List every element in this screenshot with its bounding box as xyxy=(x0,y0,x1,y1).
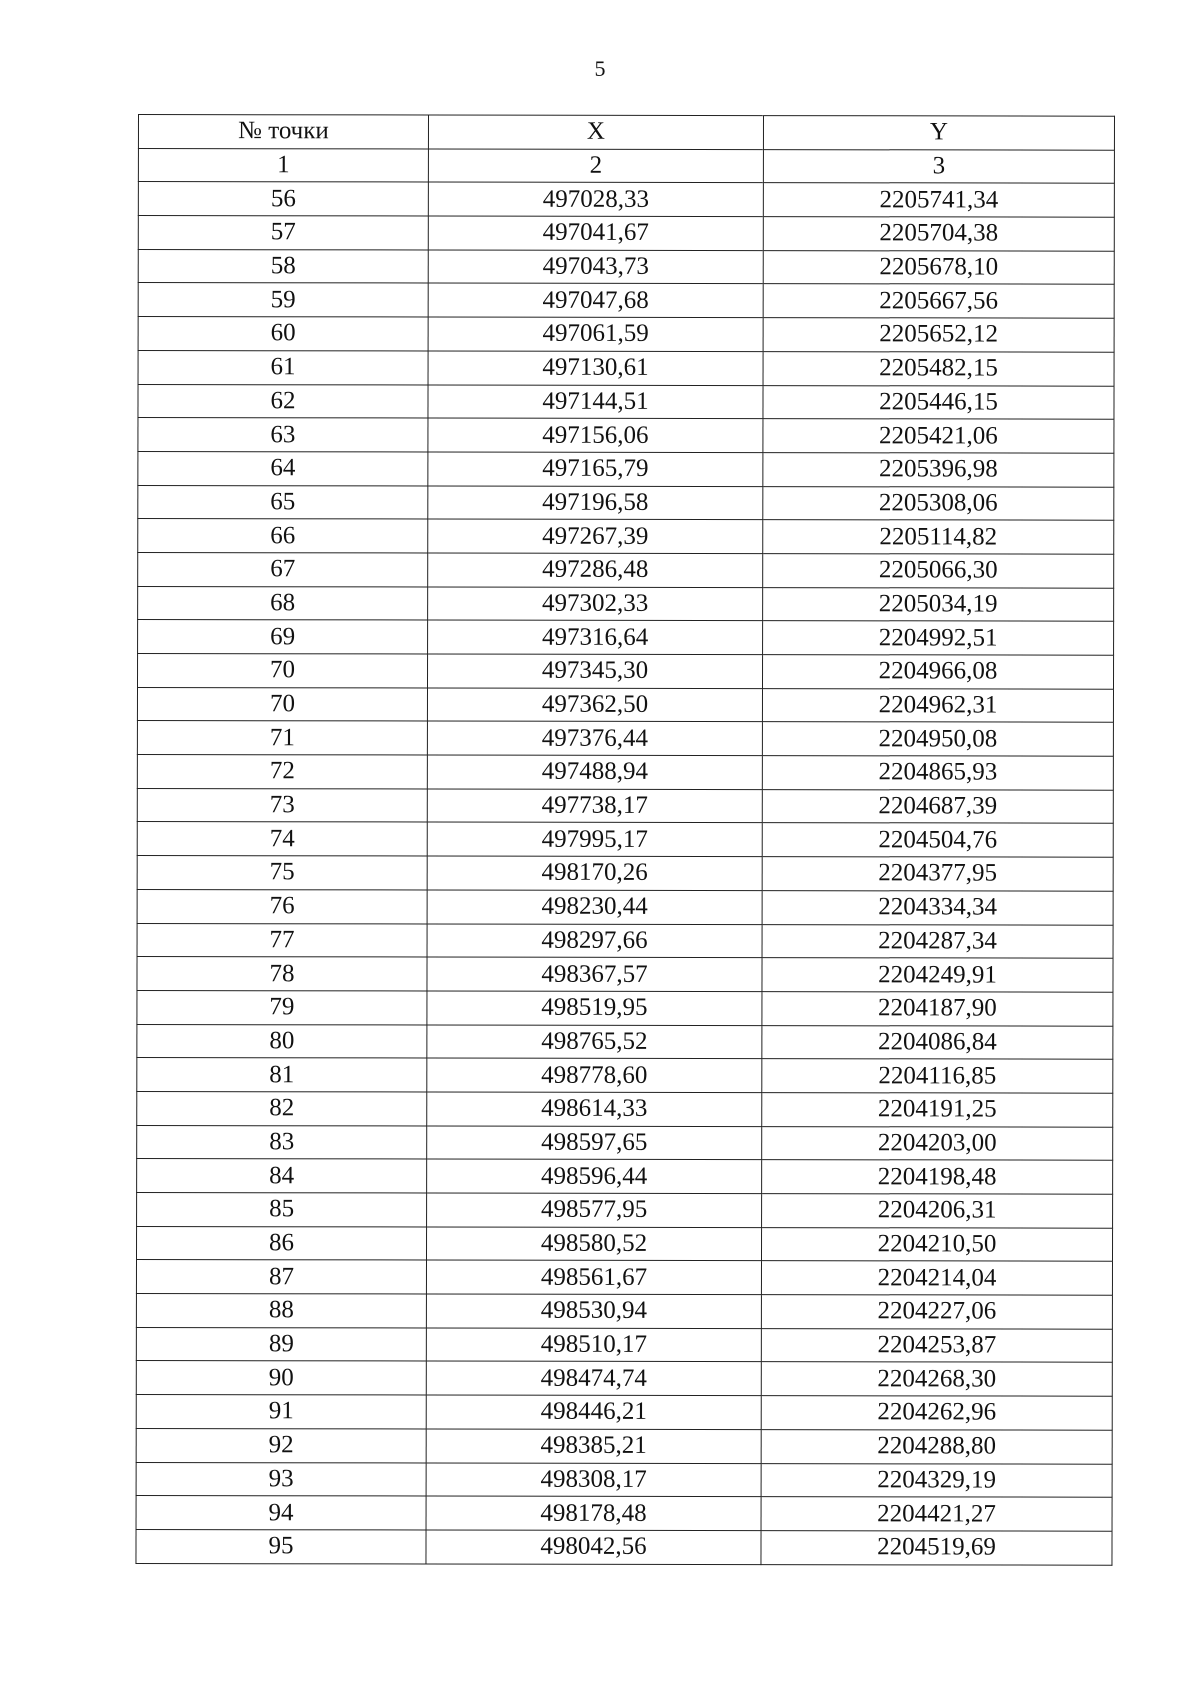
y-cell: 2204992,51 xyxy=(763,621,1114,655)
y-cell: 2204966,08 xyxy=(762,655,1113,689)
point-number-cell: 67 xyxy=(138,552,428,586)
x-cell: 498597,65 xyxy=(427,1126,762,1160)
y-cell: 2204191,25 xyxy=(762,1093,1113,1127)
x-cell: 497130,61 xyxy=(428,351,763,385)
y-cell: 2204377,95 xyxy=(762,857,1113,891)
x-cell: 498510,17 xyxy=(426,1328,761,1362)
x-cell: 497041,67 xyxy=(428,216,763,250)
x-cell: 498230,44 xyxy=(427,890,762,924)
y-cell: 2204962,31 xyxy=(762,688,1113,722)
x-cell: 498580,52 xyxy=(426,1227,761,1261)
x-cell: 498519,95 xyxy=(427,991,762,1025)
table-row xyxy=(137,755,1113,790)
point-number-cell: 95 xyxy=(136,1529,426,1563)
y-cell: 2205741,34 xyxy=(763,183,1114,217)
point-number-cell: 77 xyxy=(137,923,427,957)
table-row xyxy=(138,283,1114,318)
header-row xyxy=(138,115,1114,150)
point-number-cell: 87 xyxy=(136,1260,426,1294)
point-number-cell: 82 xyxy=(137,1091,427,1125)
y-cell: 2204187,90 xyxy=(762,991,1113,1025)
x-cell: 497362,50 xyxy=(427,688,762,722)
table-row xyxy=(137,721,1113,756)
point-number-cell: 63 xyxy=(138,418,428,452)
point-number-cell: 73 xyxy=(137,788,427,822)
table-row xyxy=(136,1428,1112,1463)
table-row xyxy=(136,1395,1112,1430)
table-row xyxy=(137,1058,1113,1093)
y-cell: 2204865,93 xyxy=(762,756,1113,790)
point-number-cell: 91 xyxy=(136,1395,426,1429)
y-cell: 2204334,34 xyxy=(762,890,1113,924)
table-row xyxy=(138,317,1114,352)
x-cell: 497488,94 xyxy=(427,755,762,789)
y-cell: 2204249,91 xyxy=(762,958,1113,992)
point-number-cell: 66 xyxy=(138,519,428,553)
table-row xyxy=(138,384,1114,419)
table-row xyxy=(138,519,1114,554)
point-number-cell: 70 xyxy=(137,687,427,721)
table-row xyxy=(136,1529,1112,1564)
y-cell: 2204116,85 xyxy=(762,1059,1113,1093)
y-cell: 2204421,27 xyxy=(761,1497,1112,1531)
x-cell: 497316,64 xyxy=(428,620,763,654)
table-row xyxy=(137,1091,1113,1126)
point-number-cell: 94 xyxy=(136,1496,426,1530)
table-row xyxy=(137,923,1113,958)
table-row xyxy=(136,1462,1112,1497)
table-row xyxy=(136,1294,1112,1329)
table-row xyxy=(138,216,1114,251)
x-cell: 498297,66 xyxy=(427,924,762,958)
table-row xyxy=(138,350,1114,385)
x-cell: 497028,33 xyxy=(428,182,763,216)
table-row xyxy=(137,1125,1113,1160)
point-number-cell: 72 xyxy=(137,755,427,789)
point-number-cell: 89 xyxy=(136,1327,426,1361)
y-cell: 2204198,48 xyxy=(762,1160,1113,1194)
point-number-cell: 56 xyxy=(138,182,428,216)
point-number-cell: 59 xyxy=(138,283,428,317)
point-number-cell: 85 xyxy=(137,1192,427,1226)
point-number-cell: 88 xyxy=(136,1294,426,1328)
y-cell: 2205034,19 xyxy=(763,587,1114,621)
x-cell: 497738,17 xyxy=(427,789,762,823)
column-number-3: 3 xyxy=(763,149,1114,183)
point-number-cell: 74 xyxy=(137,822,427,856)
point-number-cell: 65 xyxy=(138,485,428,519)
point-number-cell: 69 xyxy=(138,620,428,654)
point-number-cell: 58 xyxy=(138,249,428,283)
x-cell: 498385,21 xyxy=(426,1429,761,1463)
x-cell: 498178,48 xyxy=(426,1496,761,1530)
y-cell: 2204288,80 xyxy=(761,1429,1112,1463)
point-number-cell: 79 xyxy=(137,990,427,1024)
y-cell: 2204210,50 xyxy=(761,1227,1112,1261)
column-number-2: 2 xyxy=(428,149,763,183)
table-body xyxy=(136,182,1114,1565)
x-cell: 497144,51 xyxy=(428,385,763,419)
y-cell: 2205114,82 xyxy=(763,520,1114,554)
table-row xyxy=(138,620,1114,655)
table-row xyxy=(138,182,1114,217)
x-cell: 497345,30 xyxy=(427,654,762,688)
x-cell: 498367,57 xyxy=(427,957,762,991)
header-x: X xyxy=(428,115,763,149)
table-row xyxy=(137,856,1113,891)
table-row xyxy=(137,1192,1113,1227)
table-row xyxy=(137,1226,1113,1261)
point-number-cell: 61 xyxy=(138,350,428,384)
x-cell: 498614,33 xyxy=(427,1092,762,1126)
table-row xyxy=(138,249,1114,284)
x-cell: 498530,94 xyxy=(426,1294,761,1328)
x-cell: 497061,59 xyxy=(428,317,763,351)
table-row xyxy=(138,418,1114,453)
y-cell: 2204086,84 xyxy=(762,1025,1113,1059)
table-row xyxy=(137,788,1113,823)
table-row xyxy=(137,687,1113,722)
x-cell: 498474,74 xyxy=(426,1361,761,1395)
point-number-cell: 86 xyxy=(137,1226,427,1260)
x-cell: 497267,39 xyxy=(428,519,763,553)
x-cell: 498308,17 xyxy=(426,1463,761,1497)
point-number-cell: 84 xyxy=(137,1159,427,1193)
point-number-cell: 83 xyxy=(137,1125,427,1159)
x-cell: 497995,17 xyxy=(427,822,762,856)
table-row xyxy=(136,1361,1112,1396)
table-row xyxy=(137,990,1113,1025)
y-cell: 2205667,56 xyxy=(763,284,1114,318)
x-cell: 497156,06 xyxy=(428,418,763,452)
table-row xyxy=(136,1260,1112,1295)
point-number-cell: 92 xyxy=(136,1428,426,1462)
table-row xyxy=(137,957,1113,992)
column-number-1: 1 xyxy=(138,148,428,182)
x-cell: 497165,79 xyxy=(428,452,763,486)
point-number-cell: 71 xyxy=(137,721,427,755)
table-row xyxy=(137,822,1113,857)
header-y: Y xyxy=(763,116,1114,150)
y-cell: 2204287,34 xyxy=(762,924,1113,958)
point-number-cell: 76 xyxy=(137,889,427,923)
y-cell: 2204206,31 xyxy=(762,1194,1113,1228)
point-number-cell: 57 xyxy=(138,216,428,250)
y-cell: 2204253,87 xyxy=(761,1328,1112,1362)
x-cell: 497043,73 xyxy=(428,250,763,284)
table-row xyxy=(136,1496,1112,1531)
x-cell: 497376,44 xyxy=(427,721,762,755)
y-cell: 2205678,10 xyxy=(763,250,1114,284)
y-cell: 2205066,30 xyxy=(763,554,1114,588)
y-cell: 2204329,19 xyxy=(761,1463,1112,1497)
y-cell: 2205704,38 xyxy=(763,217,1114,251)
y-cell: 2204519,69 xyxy=(761,1530,1112,1564)
x-cell: 498765,52 xyxy=(427,1025,762,1059)
table-row xyxy=(138,552,1114,587)
table-row xyxy=(137,1159,1113,1194)
y-cell: 2205446,15 xyxy=(763,385,1114,419)
y-cell: 2204214,04 xyxy=(761,1261,1112,1295)
point-number-cell: 78 xyxy=(137,957,427,991)
point-number-cell: 75 xyxy=(137,856,427,890)
table-row xyxy=(137,889,1113,924)
page-number: 5 xyxy=(594,56,606,81)
x-cell: 498042,56 xyxy=(426,1530,761,1564)
coordinates-table xyxy=(135,114,1115,1565)
point-number-cell: 62 xyxy=(138,384,428,418)
table-row xyxy=(138,451,1114,486)
table-row xyxy=(136,1327,1112,1362)
x-cell: 498577,95 xyxy=(427,1193,762,1227)
table-row xyxy=(137,654,1113,689)
y-cell: 2204227,06 xyxy=(761,1295,1112,1329)
y-cell: 2205308,06 xyxy=(763,486,1114,520)
y-cell: 2205421,06 xyxy=(763,419,1114,453)
x-cell: 498561,67 xyxy=(426,1260,761,1294)
x-cell: 497302,33 xyxy=(428,587,763,621)
y-cell: 2204950,08 xyxy=(762,722,1113,756)
point-number-cell: 93 xyxy=(136,1462,426,1496)
y-cell: 2204262,96 xyxy=(761,1396,1112,1430)
x-cell: 497286,48 xyxy=(428,553,763,587)
x-cell: 497047,68 xyxy=(428,283,763,317)
x-cell: 498778,60 xyxy=(427,1058,762,1092)
y-cell: 2204687,39 xyxy=(762,789,1113,823)
column-number-row xyxy=(138,148,1114,183)
y-cell: 2205396,98 xyxy=(763,452,1114,486)
y-cell: 2204268,30 xyxy=(761,1362,1112,1396)
header-point-number: № точки xyxy=(138,115,428,149)
y-cell: 2205652,12 xyxy=(763,318,1114,352)
x-cell: 498596,44 xyxy=(427,1159,762,1193)
table-row xyxy=(138,485,1114,520)
y-cell: 2204504,76 xyxy=(762,823,1113,857)
x-cell: 498170,26 xyxy=(427,856,762,890)
point-number-cell: 90 xyxy=(136,1361,426,1395)
point-number-cell: 68 xyxy=(138,586,428,620)
point-number-cell: 80 xyxy=(137,1024,427,1058)
point-number-cell: 70 xyxy=(137,654,427,688)
point-number-cell: 64 xyxy=(138,451,428,485)
table-row xyxy=(138,586,1114,621)
point-number-cell: 81 xyxy=(137,1058,427,1092)
x-cell: 497196,58 xyxy=(428,486,763,520)
coordinates-table-container xyxy=(135,114,1114,1565)
y-cell: 2205482,15 xyxy=(763,351,1114,385)
point-number-cell: 60 xyxy=(138,317,428,351)
y-cell: 2204203,00 xyxy=(762,1126,1113,1160)
x-cell: 498446,21 xyxy=(426,1395,761,1429)
table-header xyxy=(138,115,1114,184)
table-row xyxy=(137,1024,1113,1059)
